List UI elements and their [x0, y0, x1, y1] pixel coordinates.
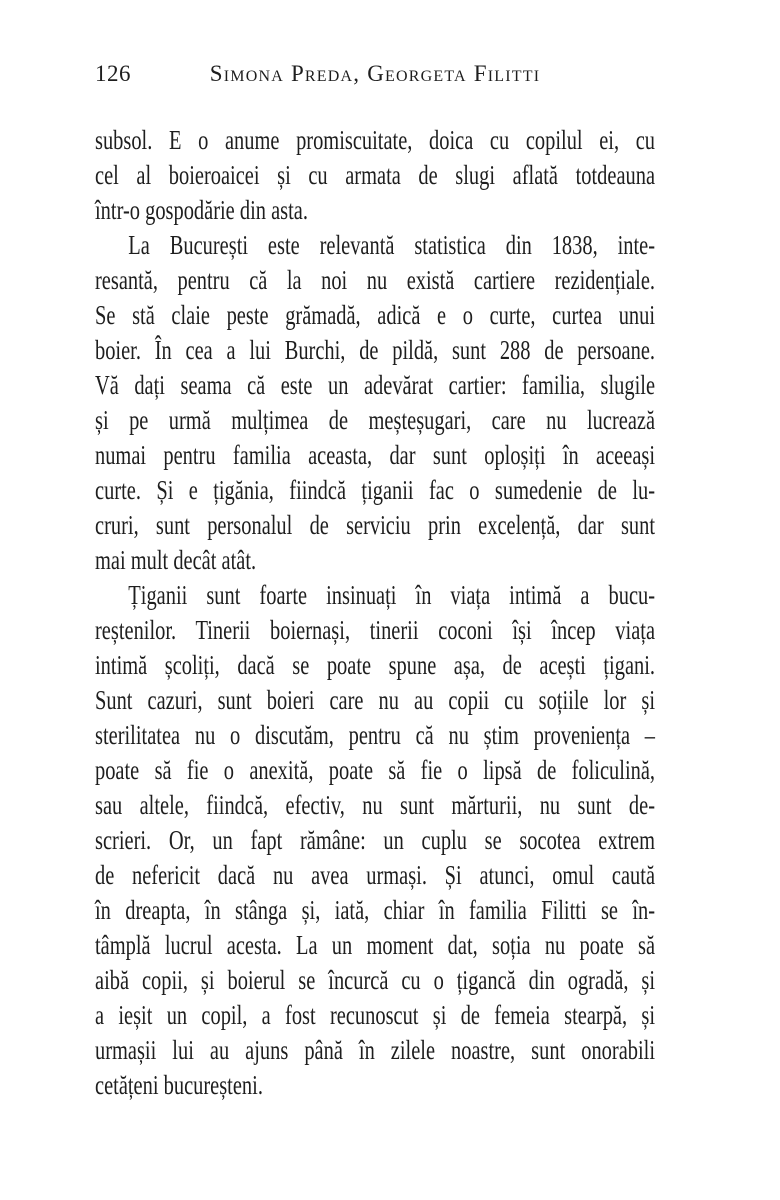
text-line: sau altele, fiindcă, efectiv, nu sunt mărturii, nu sunt de- — [95, 790, 656, 820]
text-line: în dreapta, în stânga și, iată, chiar în familia Filitti se în- — [95, 895, 656, 925]
text-line: resantă, pentru că la noi nu există cartiere rezidențiale. — [95, 265, 656, 295]
text-line: reștenilor. Tinerii boiernași, tinerii coconi își încep viața — [95, 615, 656, 645]
paragraph — [95, 123, 655, 228]
text-line: cel al boieroaicei și cu armata de slugi aflată totdeauna — [95, 160, 656, 190]
text-line: aibă copii, și boierul se încurcă cu o țigancă din ogradă, și — [95, 965, 656, 995]
text-line: Sunt cazuri, sunt boieri care nu au copii cu soțiile lor și — [95, 685, 656, 715]
text-line: Vă dați seama că este un adevărat cartier: familia, slugile — [95, 370, 656, 400]
body-text — [95, 123, 655, 1103]
text-line: cetățeni bucureșteni. — [95, 1070, 263, 1100]
page-number: 126 — [95, 61, 131, 86]
paragraph — [95, 578, 655, 1103]
text-line: urmașii lui au ajuns până în zilele noastre, sunt onorabili — [95, 1035, 656, 1065]
text-line: curte. Și e țigănia, fiindcă țiganii fac o sumedenie de lu- — [95, 475, 656, 505]
paragraph — [95, 228, 655, 578]
text-line: subsol. E o anume promiscuitate, doica cu copilul ei, cu — [95, 125, 656, 155]
text-line: sterilitatea nu o discutăm, pentru că nu știm proveniența – — [95, 720, 656, 750]
page-header — [95, 60, 655, 90]
text-line: poate să fie o anexită, poate să fie o lipsă de foliculină, — [95, 755, 656, 785]
running-header: Simona Preda, Georgeta Filitti — [209, 61, 541, 86]
text-line: numai pentru familia aceasta, dar sunt oploșiți în aceeași — [95, 440, 656, 470]
text-line: într-o gospodărie din asta. — [95, 195, 308, 225]
text-line: de nefericit dacă nu avea urmași. Și atunci, omul caută — [95, 860, 656, 890]
text-line: a ieșit un copil, a fost recunoscut și de femeia stearpă, și — [95, 1000, 656, 1030]
text-line: Se stă claie peste grămadă, adică e o curte, curtea unui — [95, 300, 656, 330]
text-line: boier. În cea a lui Burchi, de pildă, sunt 288 de persoane. — [95, 335, 656, 365]
text-line: La București este relevantă statistica din 1838, inte- — [128, 230, 656, 260]
text-line: Țiganii sunt foarte insinuați în viața intimă a bucu- — [128, 580, 656, 610]
text-line: cruri, sunt personalul de serviciu prin excelență, dar sunt — [95, 510, 656, 540]
text-line: intimă școliți, dacă se poate spune așa, de acești țigani. — [95, 650, 656, 680]
text-line: și pe urmă mulțimea de meșteșugari, care nu lucrează — [95, 405, 656, 435]
text-line: scrieri. Or, un fapt rămâne: un cuplu se socotea extrem — [95, 825, 656, 855]
text-line: tâmplă lucrul acesta. La un moment dat, soția nu poate să — [95, 930, 656, 960]
text-line: mai mult decât atât. — [95, 545, 257, 575]
